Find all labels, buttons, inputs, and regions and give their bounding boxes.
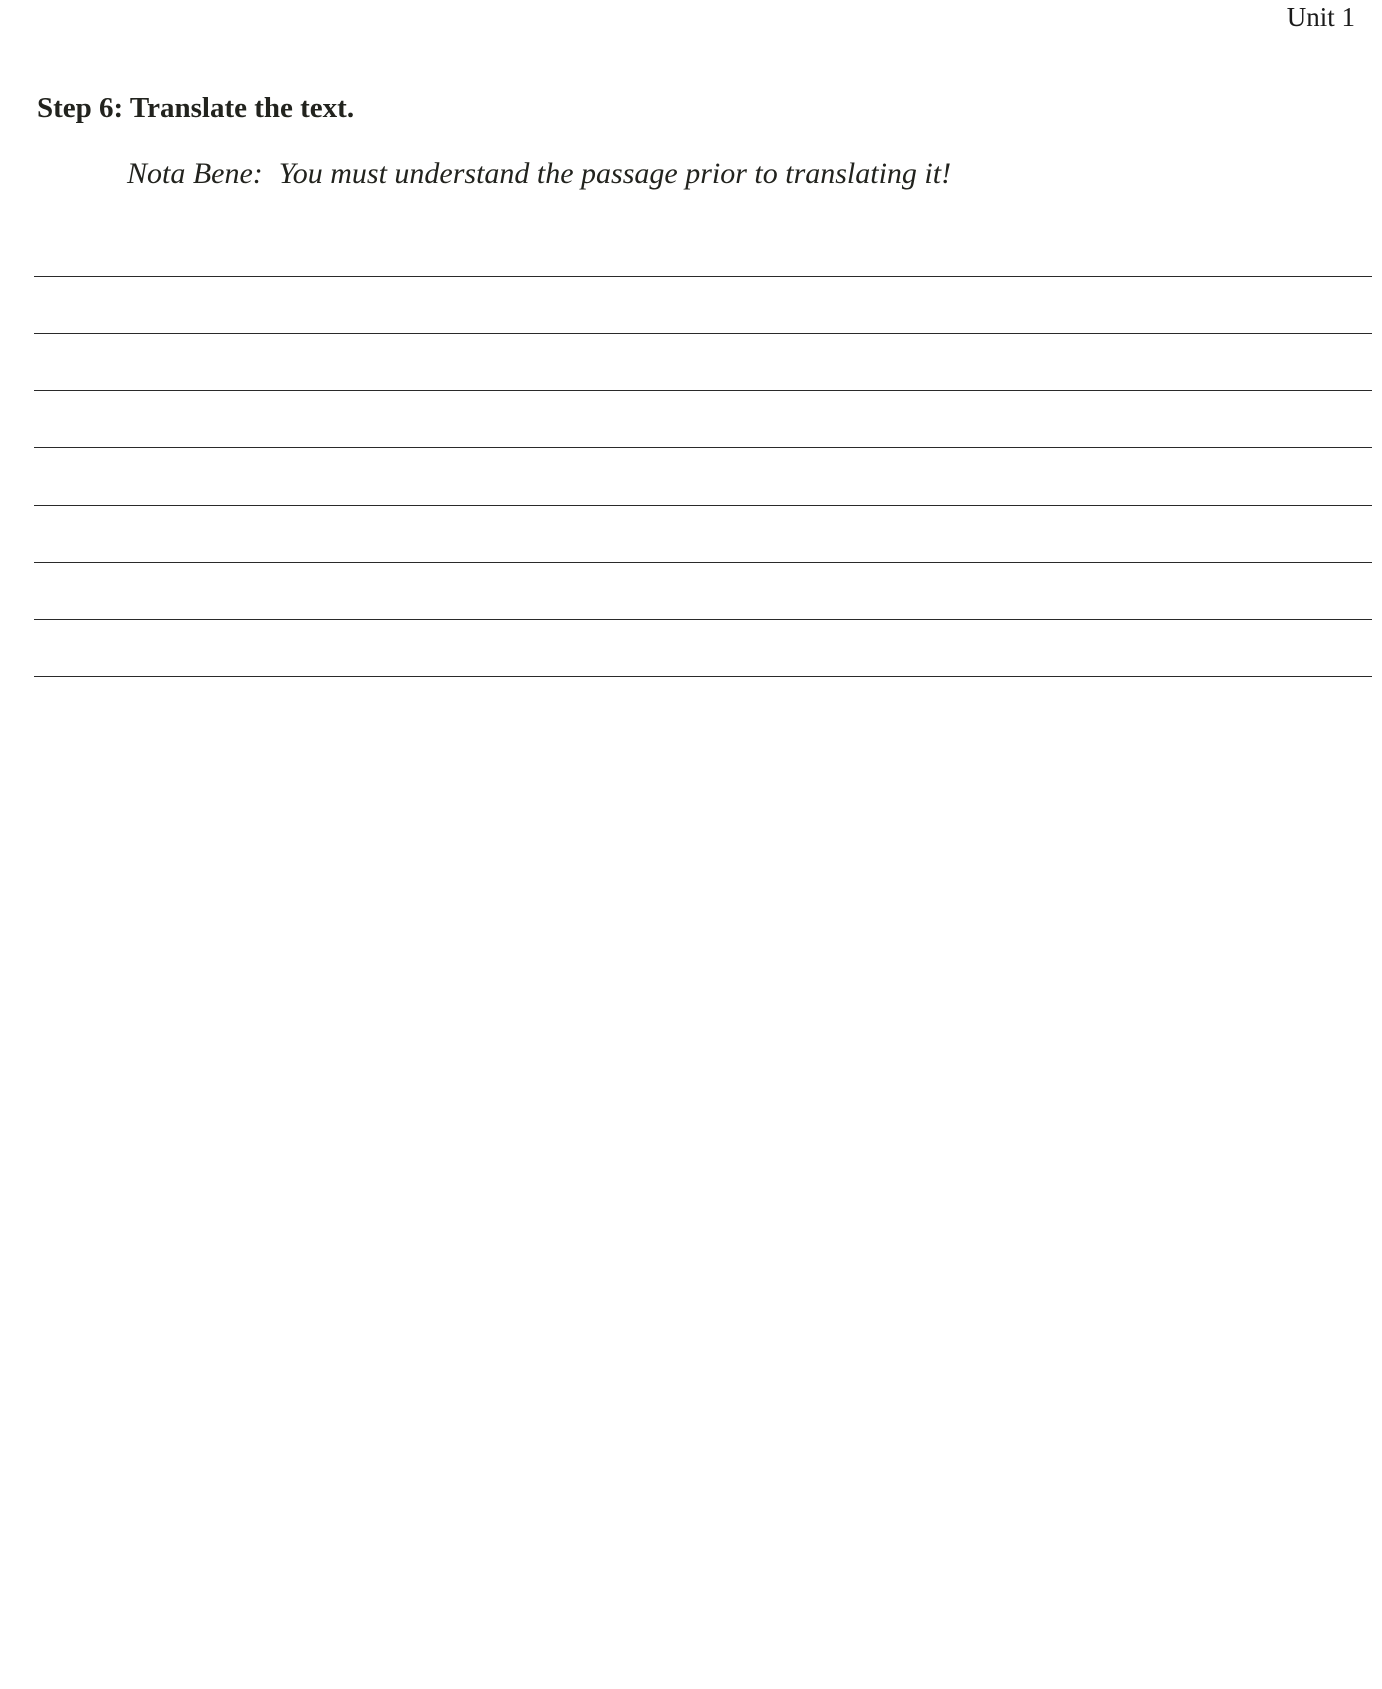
nota-bene-prefix: Nota Bene: <box>127 157 263 190</box>
answer-line[interactable] <box>34 505 1372 506</box>
answer-line[interactable] <box>34 276 1372 277</box>
answer-lines <box>34 0 1372 1689</box>
nota-bene-text: You must understand the passage prior to translating it! <box>278 157 952 190</box>
unit-label: Unit 1 <box>1286 2 1355 32</box>
answer-line[interactable] <box>34 676 1372 677</box>
answer-line[interactable] <box>34 562 1372 563</box>
answer-line[interactable] <box>34 333 1372 334</box>
answer-line[interactable] <box>34 619 1372 620</box>
answer-line[interactable] <box>34 447 1372 448</box>
nota-bene-note <box>127 155 951 193</box>
step-title: Step 6: Translate the text. <box>37 92 355 124</box>
answer-line[interactable] <box>34 390 1372 391</box>
